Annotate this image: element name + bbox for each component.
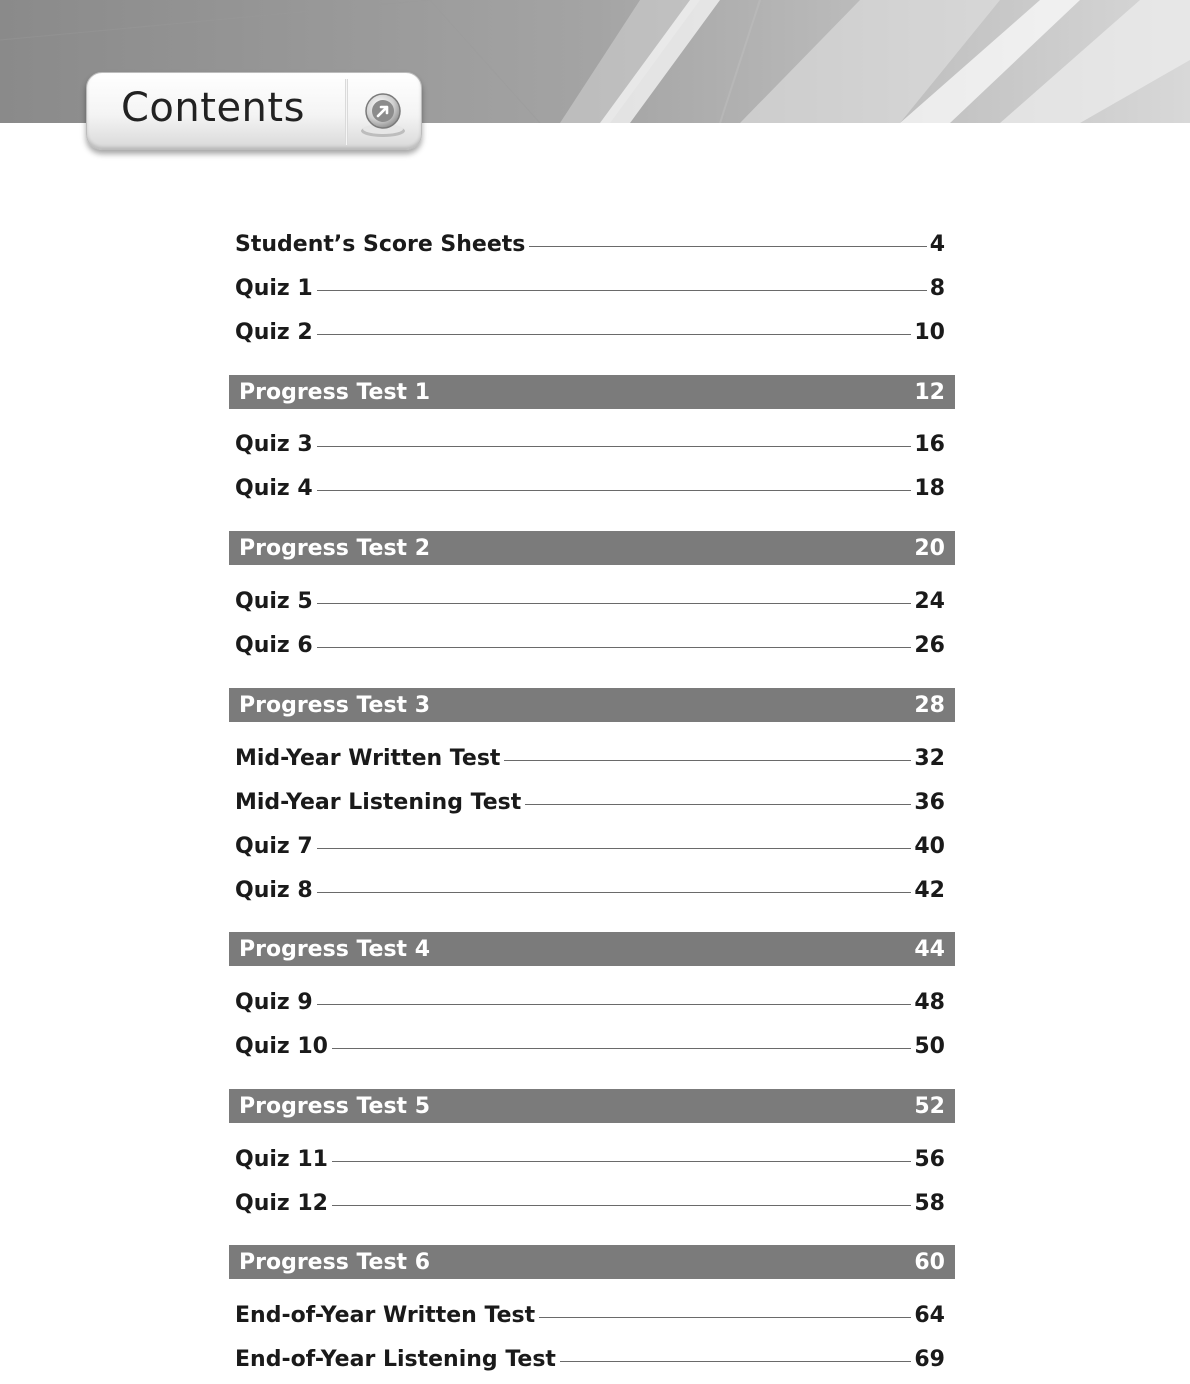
page-title: Contents <box>121 85 305 131</box>
toc-item-page: 40 <box>914 834 945 859</box>
toc-item-label: Quiz 2 <box>235 320 313 345</box>
toc-item-label: Student’s Score Sheets <box>235 232 526 257</box>
toc-item-quiz-8[interactable] <box>235 878 945 910</box>
toc-item-end-of-year-listening-test[interactable] <box>235 1347 945 1379</box>
toc-item-mid-year-written-test[interactable] <box>235 746 945 778</box>
toc-item-end-of-year-written-test[interactable] <box>235 1303 945 1335</box>
toc-item-page: 42 <box>914 878 945 903</box>
toc-item-label: Quiz 3 <box>235 432 313 457</box>
toc-leader-line <box>317 290 927 291</box>
toc-item-label: Quiz 10 <box>235 1034 328 1059</box>
toc-item-quiz-7[interactable] <box>235 834 945 866</box>
toc-item-quiz-12[interactable] <box>235 1191 945 1223</box>
toc-item-label: Quiz 11 <box>235 1147 328 1172</box>
toc-item-page: 8 <box>929 276 945 301</box>
toc-section-label: Progress Test 5 <box>239 1093 431 1119</box>
toc-section-page: 52 <box>914 1093 945 1119</box>
toc-item-quiz-5[interactable] <box>235 589 945 621</box>
toc-item-page: 16 <box>914 432 945 457</box>
toc-section-page: 60 <box>914 1249 945 1275</box>
toc-item-quiz-11[interactable] <box>235 1147 945 1179</box>
toc-section-progress-test-4[interactable] <box>229 932 955 966</box>
toc-item-page: 26 <box>914 633 945 658</box>
toc-item-page: 36 <box>914 790 945 815</box>
toc-section-label: Progress Test 4 <box>239 936 431 962</box>
toc-leader-line <box>332 1205 911 1206</box>
toc-leader-line <box>317 892 912 893</box>
toc-item-label: Mid-Year Listening Test <box>235 790 522 815</box>
toc-item-label: Quiz 1 <box>235 276 313 301</box>
toc-section-progress-test-5[interactable] <box>229 1089 955 1123</box>
toc-item-label: End-of-Year Written Test <box>235 1303 536 1328</box>
toc-item-label: Mid-Year Written Test <box>235 746 501 771</box>
toc-leader-line <box>317 1004 912 1005</box>
toc-item-page: 64 <box>914 1303 945 1328</box>
toc-item-page: 50 <box>914 1034 945 1059</box>
toc-item-page: 58 <box>914 1191 945 1216</box>
toc-item-label: Quiz 9 <box>235 990 313 1015</box>
toc-item-page: 18 <box>914 476 945 501</box>
toc-item-page: 24 <box>914 589 945 614</box>
toc-item-page: 56 <box>914 1147 945 1172</box>
toc-item-label: Quiz 8 <box>235 878 313 903</box>
toc-leader-line <box>539 1317 911 1318</box>
toc-section-label: Progress Test 6 <box>239 1249 431 1275</box>
toc-section-progress-test-3[interactable] <box>229 688 955 722</box>
toc-item-page: 32 <box>914 746 945 771</box>
toc-leader-line <box>560 1361 911 1362</box>
toc-item-mid-year-listening-test[interactable] <box>235 790 945 822</box>
toc-item-quiz-4[interactable] <box>235 476 945 508</box>
toc-item-quiz-6[interactable] <box>235 633 945 665</box>
toc-item-quiz-2[interactable] <box>235 320 945 352</box>
toc-section-label: Progress Test 3 <box>239 692 431 718</box>
toc-section-page: 12 <box>914 379 945 405</box>
toc-leader-line <box>317 490 912 491</box>
toc-section-progress-test-2[interactable] <box>229 531 955 565</box>
toc-section-progress-test-6[interactable] <box>229 1245 955 1279</box>
toc-item-quiz-3[interactable] <box>235 432 945 464</box>
toc-section-page: 20 <box>914 535 945 561</box>
toc-section-progress-test-1[interactable] <box>229 375 955 409</box>
toc-section-page: 28 <box>914 692 945 718</box>
toc-item-label: End-of-Year Listening Test <box>235 1347 556 1372</box>
toc-section-label: Progress Test 1 <box>239 379 431 405</box>
toc-section-label: Progress Test 2 <box>239 535 431 561</box>
toc-leader-line <box>504 760 911 761</box>
toc-item-quiz-9[interactable] <box>235 990 945 1022</box>
toc-item-label: Quiz 4 <box>235 476 313 501</box>
toc-leader-line <box>525 804 911 805</box>
toc-item-label: Quiz 12 <box>235 1191 328 1216</box>
toc-item-label: Quiz 5 <box>235 589 313 614</box>
toc-item-page: 48 <box>914 990 945 1015</box>
toc-section-page: 44 <box>914 936 945 962</box>
toc-leader-line <box>317 647 912 648</box>
toc-item-page: 69 <box>914 1347 945 1372</box>
toc-leader-line <box>332 1161 911 1162</box>
toc-item-label: Quiz 6 <box>235 633 313 658</box>
toc-leader-line <box>529 246 926 247</box>
toc-leader-line <box>317 603 912 604</box>
toc-item-quiz-10[interactable] <box>235 1034 945 1066</box>
toc-leader-line <box>317 848 912 849</box>
toc-leader-line <box>317 334 912 335</box>
toc-item-page: 4 <box>929 232 945 257</box>
toc-item-label: Quiz 7 <box>235 834 313 859</box>
toc-item-quiz-1[interactable] <box>235 276 945 308</box>
toc-leader-line <box>332 1048 911 1049</box>
toc-item-score-sheets[interactable] <box>235 232 945 264</box>
toc-leader-line <box>317 446 912 447</box>
toc-item-page: 10 <box>914 320 945 345</box>
